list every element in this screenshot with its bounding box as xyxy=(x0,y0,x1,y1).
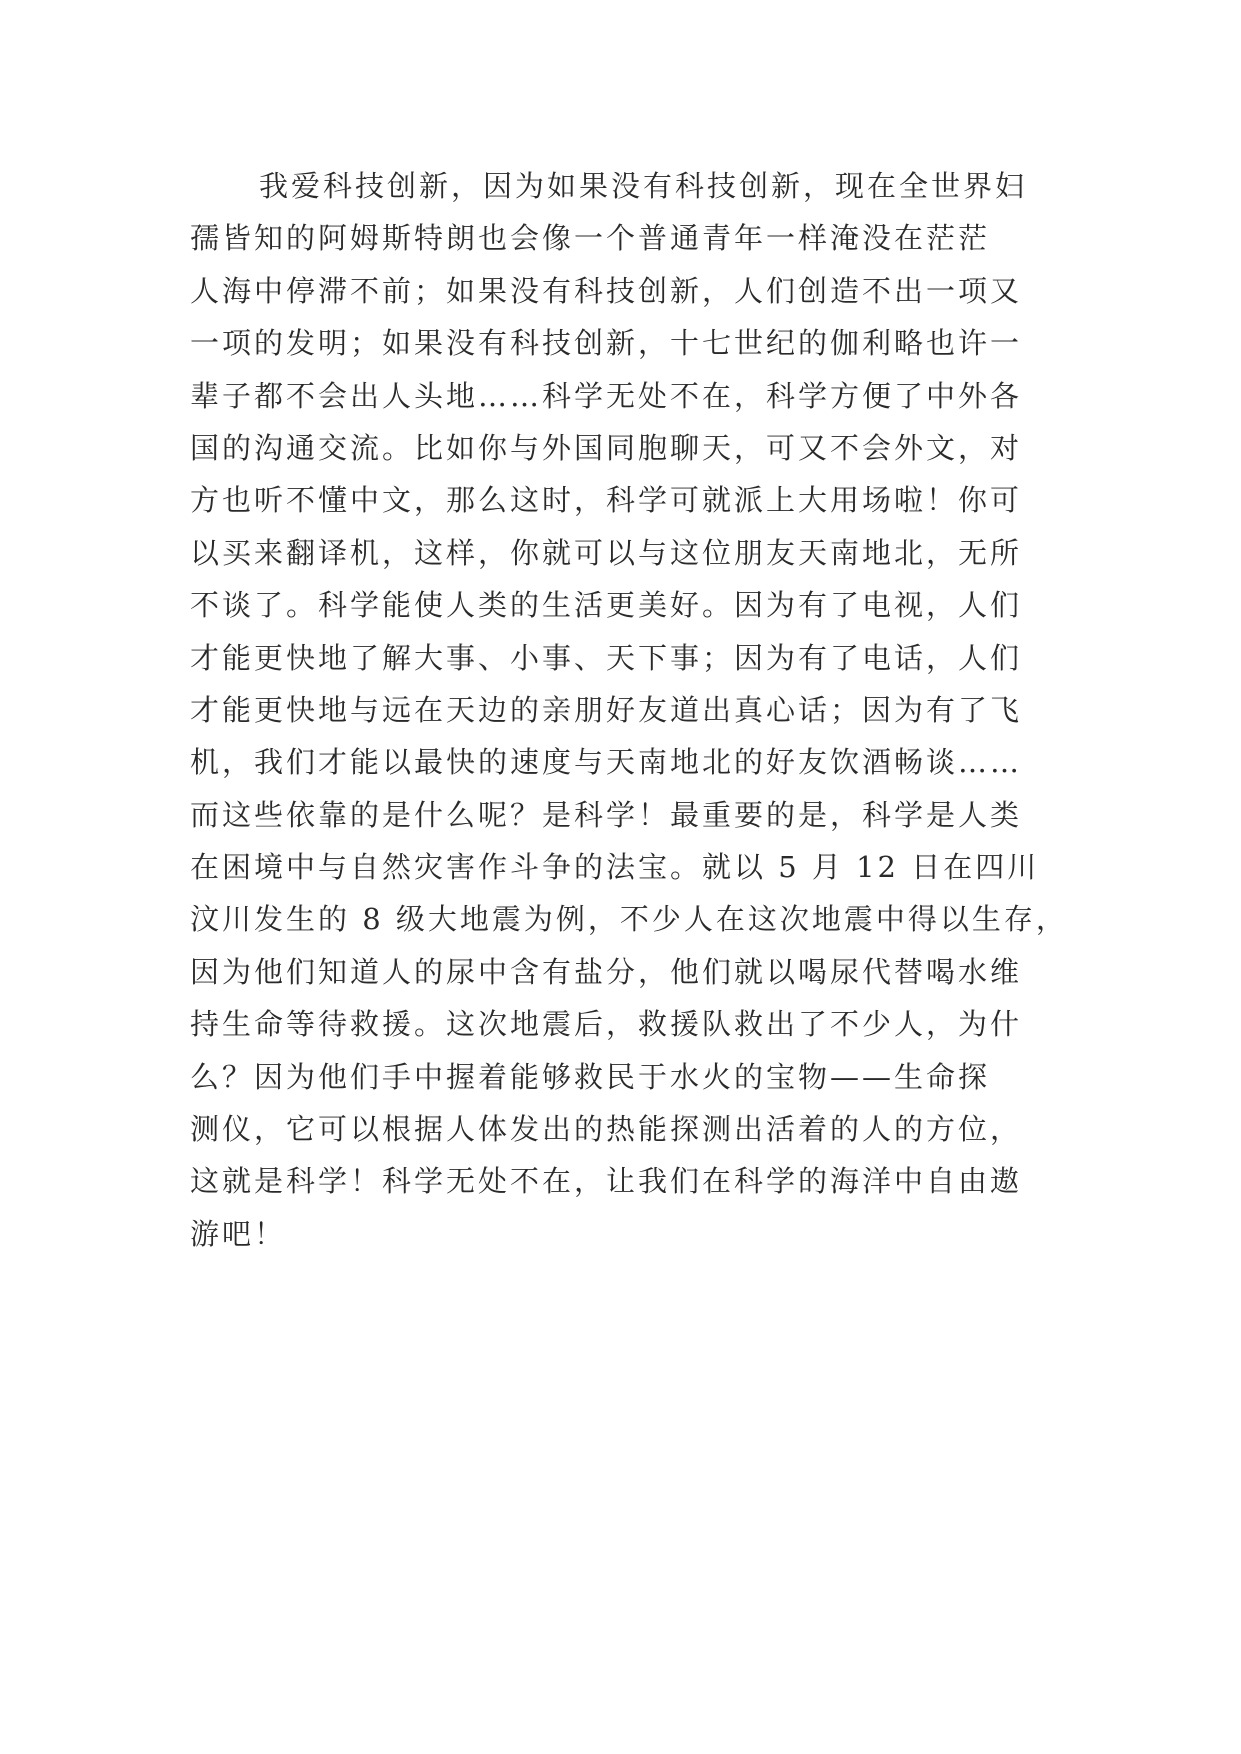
paragraph-line: 以买来翻译机，这样，你就可以与这位朋友天南地北，无所 xyxy=(190,535,1023,570)
paragraph-line: 我爱科技创新，因为如果没有科技创新，现在全世界妇 xyxy=(259,169,1028,203)
paragraph-line: 不谈了。科学能使人类的生活更美好。因为有了电视，人们 xyxy=(190,588,1023,623)
paragraph-line: 而这些依靠的是什么呢？是科学！最重要的是，科学是人类 xyxy=(190,797,1023,832)
paragraph-line: 才能更快地了解大事、小事、天下事；因为有了电话，人们 xyxy=(190,640,1023,675)
paragraph-line: 人海中停滞不前；如果没有科技创新，人们创造不出一项又 xyxy=(190,273,1023,308)
paragraph-line: 汶川发生的 8 级大地震为例，不少人在这次地震中得以生存， xyxy=(190,902,1068,937)
paragraph-line: 辈子都不会出人头地……科学无处不在，科学方便了中外各 xyxy=(190,378,1023,413)
paragraph-line: 这就是科学！科学无处不在，让我们在科学的海洋中自由遨 xyxy=(190,1164,1023,1199)
paragraph-line: 孺皆知的阿姆斯特朗也会像一个普通青年一样淹没在茫茫 xyxy=(190,221,991,256)
paragraph-line: 在困境中与自然灾害作斗争的法宝。就以 5 月 12 日在四川 xyxy=(190,850,1040,885)
paragraph-line: 么？因为他们手中握着能够救民于水火的宝物——生命探 xyxy=(190,1059,991,1094)
paragraph-line: 才能更快地与远在天边的亲朋好友道出真心话；因为有了飞 xyxy=(190,692,1023,727)
essay-paragraph xyxy=(190,160,1068,1260)
paragraph-line: 游吧！ xyxy=(190,1216,287,1251)
paragraph-line: 测仪，它可以根据人体发出的热能探测出活着的人的方位， xyxy=(190,1112,1023,1147)
paragraph-line: 国的沟通交流。比如你与外国同胞聊天，可又不会外文，对 xyxy=(190,430,1023,465)
paragraph-line: 机，我们才能以最快的速度与天南地北的好友饮酒畅谈…… xyxy=(190,745,1023,780)
paragraph-line: 一项的发明；如果没有科技创新，十七世纪的伽利略也许一 xyxy=(190,326,1023,361)
paragraph-line: 持生命等待救援。这次地震后，救援队救出了不少人，为什 xyxy=(190,1007,1023,1042)
paragraph-line: 方也听不懂中文，那么这时，科学可就派上大用场啦！你可 xyxy=(190,483,1023,518)
paragraph-line: 因为他们知道人的尿中含有盐分，他们就以喝尿代替喝水维 xyxy=(190,954,1023,989)
